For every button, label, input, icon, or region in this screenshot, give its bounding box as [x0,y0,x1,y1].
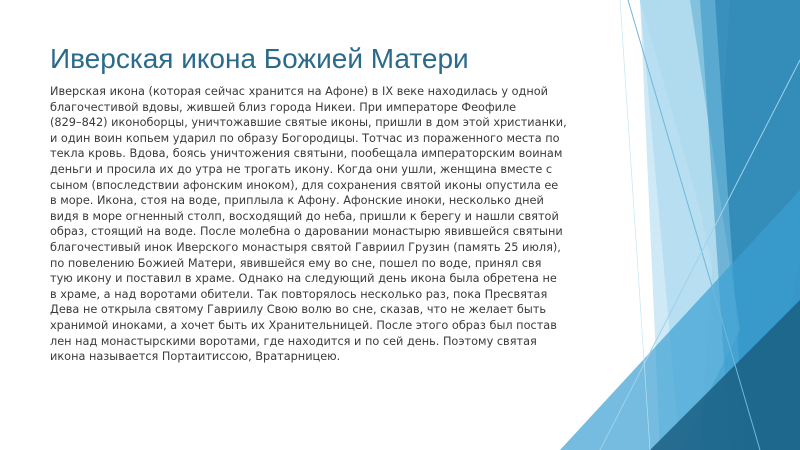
slide-body-text: Иверская икона (которая сейчас хранится на Афоне) в IX веке находилась у одной благочестивой вдовы, жившей близ города Никеи. При императоре Феофиле (829–842) иконоборцы, уничтожавшие святые иконы, пришли в дом этой христианки, и один воин копьем ударил по образу Богородицы. Тотчас из пораженного места по текла кровь. Вдова, боясь уничтожения святыни, пообещала императорским воинам деньги и просила их до утра не трогать икону. Когда они ушли, женщина вместе с сыном (впоследствии афонским иноком), для сохранения святой иконы опустила ее в море. Икона, стоя на воде, приплыла к Афону. Афонские иноки, несколько дней видя в море огненный столп, восходящий до неба, пришли к берегу и нашли святой образ, стоящий на воде. После молебна о даровании монастырю явившейся святыни благочестивый инок Иверского монастыря святой Гавриил Грузин (память 25 июля), по повелению Божией Матери, явившейся ему во сне, пошел по воде, принял свя тую икону и поставил в храме. Однако на следующий день икона была обретена не в храме, а над воротами обители. Так повторялось несколько раз, пока Пресвятая Дева не открыла святому Гавриилу Свою волю во сне, сказав, что не желает быть хранимой иноками, а хочет быть их Хранительницей. После этого образ был постав лен над монастырскими воротами, где находится и по сей день. Поэтому святая икона называется Портаитиссою, Вратарницею. [50,85,567,364]
slide-title: Иверская икона Божией Матери [50,43,469,74]
